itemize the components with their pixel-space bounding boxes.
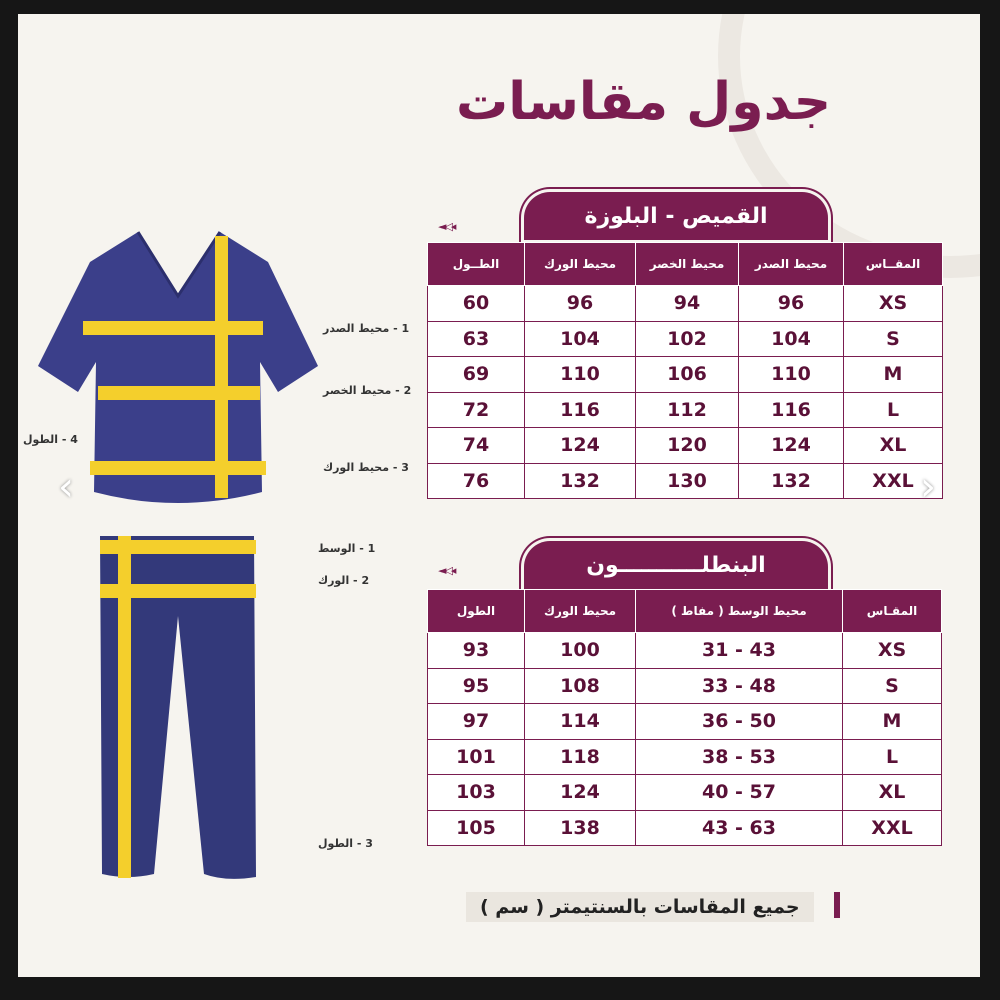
pants-cell: 43 - 63 (636, 810, 843, 846)
shirt-cell: 116 (739, 392, 844, 428)
shirt-cell: 124 (525, 428, 636, 464)
pants-table-row (428, 810, 942, 846)
shirt-label-length: 4 - الطول (23, 433, 78, 446)
shirt-cell: 94 (636, 286, 739, 322)
pants-label-hip: 2 - الورك (318, 574, 370, 587)
pants-cell: 114 (525, 704, 636, 740)
tape-waist (98, 386, 260, 400)
shirt-table-row (428, 286, 943, 322)
pants-col-hip: محيط الورك (525, 590, 636, 633)
tape-pants-waist (100, 540, 256, 554)
shirt-cell: 110 (739, 357, 844, 393)
pants-cell: L (843, 739, 942, 775)
shirt-table-row (428, 392, 943, 428)
pants-cell: XL (843, 775, 942, 811)
shirt-header-row (428, 243, 943, 286)
shirt-cell: 112 (636, 392, 739, 428)
pants-size-table (427, 589, 942, 846)
pants-cell: 38 - 53 (636, 739, 843, 775)
carousel-prev-icon[interactable]: ‹ (58, 464, 74, 510)
pants-label-length: 3 - الطول (318, 837, 373, 850)
pants-cell: XS (843, 633, 942, 669)
shirt-col-chest: محيط الصدر (739, 243, 844, 286)
pants-table-row (428, 668, 942, 704)
shirt-cell: 60 (428, 286, 525, 322)
pants-cell: 95 (428, 668, 525, 704)
shirt-label-chest: 1 - محيط الصدر (323, 322, 410, 335)
footer-note: جميع المقاسات بالسنتيمتر ( سم ) (466, 892, 814, 922)
pants-cell: 103 (428, 775, 525, 811)
pants-table-row (428, 775, 942, 811)
shirt-cell: 116 (525, 392, 636, 428)
size-chart-card (18, 14, 980, 977)
pants-cell: 93 (428, 633, 525, 669)
shirt-col-hip: محيط الورك (525, 243, 636, 286)
shirt-cell: 120 (636, 428, 739, 464)
shirt-arrows-icon: ◄◁◂ (438, 220, 455, 233)
shirt-table-row (428, 357, 943, 393)
pants-table-row (428, 704, 942, 740)
carousel-next-icon[interactable]: › (920, 464, 936, 510)
tape-vertical (215, 236, 228, 498)
shirt-cell: 110 (525, 357, 636, 393)
tape-pants-hip (100, 584, 256, 598)
shirt-cell: 132 (739, 463, 844, 499)
shirt-cell: 74 (428, 428, 525, 464)
shirt-label-hip: 3 - محيط الورك (323, 461, 409, 474)
pants-header-row (428, 590, 942, 633)
shirt-col-size: المقــاس (844, 243, 943, 286)
shirt-cell: 96 (739, 286, 844, 322)
shirt-cell: 76 (428, 463, 525, 499)
pants-cell: 100 (525, 633, 636, 669)
shirt-cell: 102 (636, 321, 739, 357)
shirt-cell: XL (844, 428, 943, 464)
pants-cell: 31 - 43 (636, 633, 843, 669)
pants-cell: 108 (525, 668, 636, 704)
shirt-cell: 104 (525, 321, 636, 357)
shirt-table-row (428, 463, 943, 499)
shirt-cell: L (844, 392, 943, 428)
pants-col-size: المقـاس (843, 590, 942, 633)
pants-cell: 118 (525, 739, 636, 775)
shirt-cell: XS (844, 286, 943, 322)
shirt-cell: 124 (739, 428, 844, 464)
shirt-cell: XXL (844, 463, 943, 499)
shirt-cell: 106 (636, 357, 739, 393)
pants-cell: 40 - 57 (636, 775, 843, 811)
shirt-table-row (428, 321, 943, 357)
pants-cell: 36 - 50 (636, 704, 843, 740)
shirt-tab: القميص - البلوزة (524, 192, 828, 240)
shirt-cell: 69 (428, 357, 525, 393)
pants-cell: 105 (428, 810, 525, 846)
tape-hip (90, 461, 266, 475)
shirt-size-table (427, 242, 943, 499)
pants-illustration (98, 532, 268, 882)
pants-cell: 101 (428, 739, 525, 775)
shirt-cell: M (844, 357, 943, 393)
tape-chest (83, 321, 263, 335)
shirt-col-waist: محيط الخصر (636, 243, 739, 286)
shirt-cell: 63 (428, 321, 525, 357)
pants-cell: 33 - 48 (636, 668, 843, 704)
pants-col-length: الطول (428, 590, 525, 633)
pants-cell: S (843, 668, 942, 704)
pants-col-waist: محيط الوسط ( مفاط ) (636, 590, 843, 633)
pants-cell: 124 (525, 775, 636, 811)
pants-cell: 97 (428, 704, 525, 740)
shirt-col-length: الطــول (428, 243, 525, 286)
shirt-cell: 132 (525, 463, 636, 499)
shirt-cell: 96 (525, 286, 636, 322)
pants-cell: M (843, 704, 942, 740)
pants-table-row (428, 739, 942, 775)
shirt-table-row (428, 428, 943, 464)
shirt-cell: 130 (636, 463, 739, 499)
footer-accent-bar (834, 892, 840, 918)
pants-table-row (428, 633, 942, 669)
shirt-cell: 72 (428, 392, 525, 428)
pants-label-waist: 1 - الوسط (318, 542, 376, 555)
page-title: جدول مقاسات (456, 72, 832, 132)
pants-arrows-icon: ◄◁◂ (438, 564, 455, 577)
shirt-cell: S (844, 321, 943, 357)
shirt-label-waist: 2 - محيط الخصر (323, 384, 412, 397)
pants-cell: XXL (843, 810, 942, 846)
pants-tab: البنطلـــــــــــون (524, 541, 828, 589)
pants-cell: 138 (525, 810, 636, 846)
shirt-cell: 104 (739, 321, 844, 357)
